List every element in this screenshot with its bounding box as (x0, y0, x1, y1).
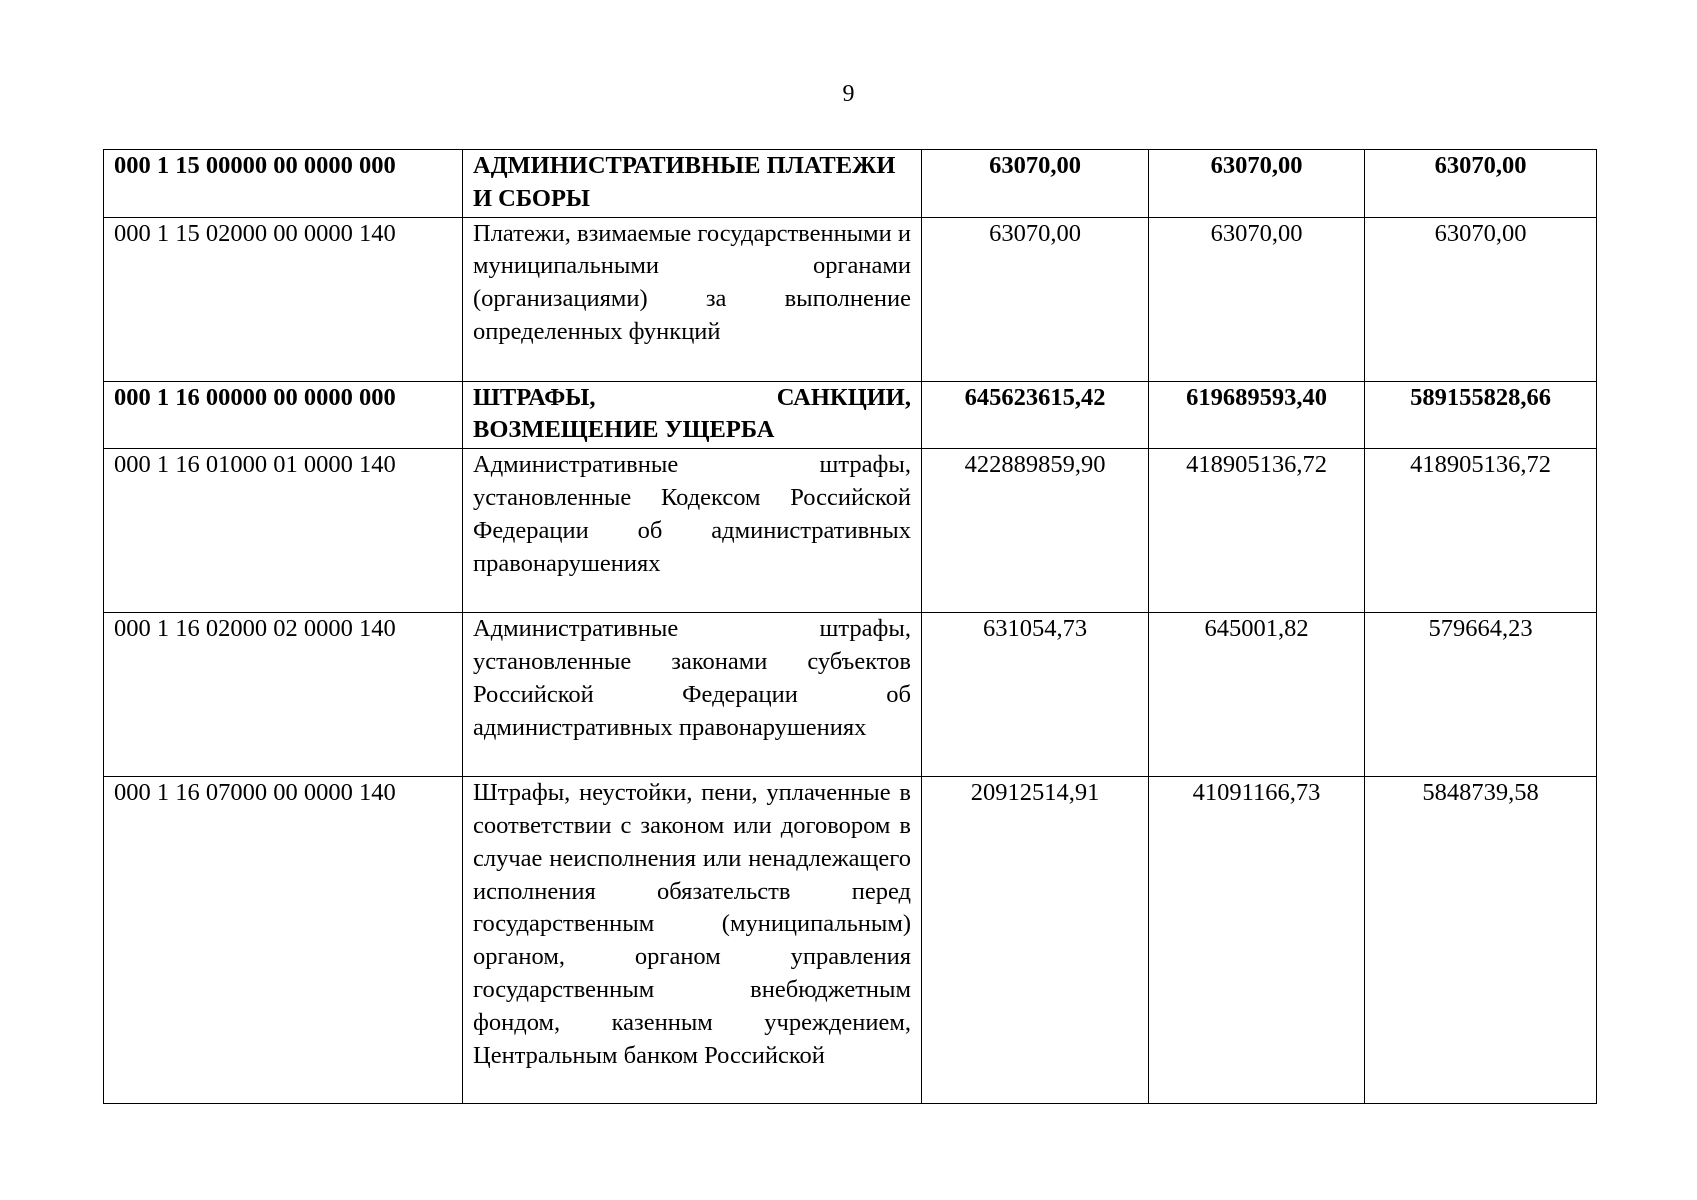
revenue-name-cell: ШТРАФЫ, САНКЦИИ, ВОЗМЕЩЕНИЕ УЩЕРБА (463, 381, 922, 449)
amount-year-1-cell: 631054,73 (922, 613, 1149, 777)
revenue-name-cell: Штрафы, неустойки, пени, уплаченные в соответствии с законом или договором в случае неисполнения или ненадлежащего исполнения обязательств перед государственным (муниципальным) органом, органом управления государственным внебюджетным фондом, казенным учреждением, Центральным банком Российской (463, 777, 922, 1104)
revenue-name-cell: Административные штрафы, установленные законами субъектов Российской Федерации об административных правонарушениях (463, 613, 922, 777)
amount-year-3-cell: 5848739,58 (1365, 777, 1597, 1104)
table-row (104, 613, 1597, 777)
table-row (104, 777, 1597, 1104)
budget-code-cell: 000 1 16 07000 00 0000 140 (104, 777, 463, 1104)
budget-code-cell: 000 1 16 02000 02 0000 140 (104, 613, 463, 777)
amount-year-1-cell: 645623615,42 (922, 381, 1149, 449)
budget-code-cell: 000 1 15 02000 00 0000 140 (104, 217, 463, 381)
amount-year-2-cell: 63070,00 (1149, 217, 1365, 381)
amount-year-2-cell: 63070,00 (1149, 150, 1365, 218)
table-row (104, 449, 1597, 613)
table-row-group-administrative-payments (104, 150, 1597, 218)
revenue-name-cell: Платежи, взимаемые государственными и муниципальными органами (организациями) за выполнение определенных функций (463, 217, 922, 381)
amount-year-2-cell: 418905136,72 (1149, 449, 1365, 613)
amount-year-3-cell: 589155828,66 (1365, 381, 1597, 449)
amount-year-1-cell: 422889859,90 (922, 449, 1149, 613)
amount-year-2-cell: 619689593,40 (1149, 381, 1365, 449)
amount-year-1-cell: 20912514,91 (922, 777, 1149, 1104)
table-row (104, 217, 1597, 381)
amount-year-1-cell: 63070,00 (922, 217, 1149, 381)
budget-code-cell: 000 1 16 01000 01 0000 140 (104, 449, 463, 613)
amount-year-2-cell: 41091166,73 (1149, 777, 1365, 1104)
amount-year-3-cell: 63070,00 (1365, 217, 1597, 381)
amount-year-2-cell: 645001,82 (1149, 613, 1365, 777)
budget-code-cell: 000 1 15 00000 00 0000 000 (104, 150, 463, 218)
amount-year-3-cell: 63070,00 (1365, 150, 1597, 218)
budget-revenue-table (103, 149, 1597, 1104)
amount-year-3-cell: 418905136,72 (1365, 449, 1597, 613)
table-row-group-fines (104, 381, 1597, 449)
amount-year-1-cell: 63070,00 (922, 150, 1149, 218)
page-number: 9 (842, 81, 855, 107)
amount-year-3-cell: 579664,23 (1365, 613, 1597, 777)
revenue-name-cell: АДМИНИСТРАТИВНЫЕ ПЛАТЕЖИ И СБОРЫ (463, 150, 922, 218)
revenue-name-cell: Административные штрафы, установленные Кодексом Российской Федерации об административных правонарушениях (463, 449, 922, 613)
budget-code-cell: 000 1 16 00000 00 0000 000 (104, 381, 463, 449)
